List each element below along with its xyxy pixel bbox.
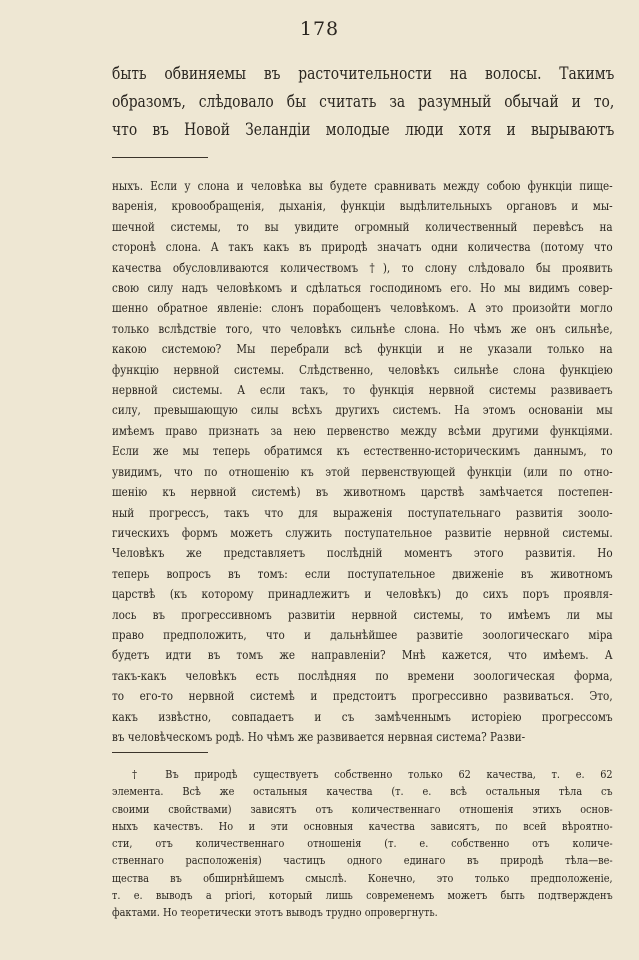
text-line: такъ-какъ человѣкъ есть послѣдняя по времени зоологическая форма, [112, 667, 613, 683]
text-line: въ человѣческомъ родѣ. Но чѣмъ же развивается нервная система? Разви- [112, 728, 526, 744]
text-line: право предположить, что и дальнѣйшее развитiе зоологическаго мiра [112, 626, 613, 642]
text-line: гическихъ формъ можетъ служить поступательное развитiе нервной системы. [112, 524, 613, 540]
text-line: будетъ идти въ томъ же направленiи? Мнѣ кажется, что имѣемъ. А [112, 647, 613, 663]
text-line: увидимъ, что по отношенiю къ этой первенствующей функцiи (или по отно- [112, 463, 613, 479]
text-line: варенiя, кровообращенiя, дыханiя, функцiи выдѣлительныхъ органовъ и мы- [112, 198, 613, 214]
text-line: Человѣкъ же представляетъ послѣднiй моментъ этого развитiя. Но [112, 545, 613, 561]
main-text-top [112, 60, 615, 144]
footnote-line: т. е. выводъ a priori, который лишь современемъ можетъ быть подтвержденъ [112, 888, 613, 903]
footnote-line: фактами. Но теоретически этотъ выводъ трудно опровергнуть. [112, 905, 438, 920]
footnote-line: щества въ обширнѣйшемъ смыслѣ. Конечно, это только предположенiе, [112, 870, 613, 885]
footnote-line: сти, отъ количественнаго отношенiя (т. е. собственно отъ количе- [112, 836, 613, 851]
text-line: силу, превышающую силы всѣхъ другихъ системъ. На этомъ основанiи мы [112, 402, 613, 418]
footnote-line: ственнаго расположенiя) частицъ одного единаго въ природѣ тѣла—ве- [112, 853, 613, 868]
text-line: шенiю къ нервной системѣ) въ животномъ царствѣ замѣчается постепен- [112, 484, 613, 500]
text-line: ный прогрессъ, такъ что для выраженiя поступательнаго развитiя зооло- [112, 504, 613, 520]
text-line: лось въ прогрессивномъ развитiи нервной системы, то имѣемъ ли мы [112, 606, 613, 622]
text-line: шечной системы, то вы увидите огромный количественный перевѣсъ на [112, 218, 613, 234]
divider-rule [112, 157, 208, 158]
text-line: ныхъ. Если у слона и человѣка вы будете сравнивать между собою функцiи пище- [112, 178, 613, 193]
footnote-continuation [112, 176, 613, 747]
footnote-rule [112, 752, 208, 753]
text-line: теперь вопросъ въ томъ: если поступательное движенiе въ животномъ [112, 565, 613, 581]
text-line: что въ Новой Зеландiи молодые люди хотя и вырываютъ [112, 120, 615, 139]
text-line: какъ извѣстно, совпадаетъ и съ замѣченнымъ исторiею прогрессомъ [112, 708, 613, 724]
text-line: царствѣ (къ которому принадлежитъ и человѣкъ) до сихъ поръ проявля- [112, 586, 613, 602]
text-line: имѣемъ право признать за нею первенство между всѣми другими функцiями. [112, 422, 613, 438]
text-line: нервной системы. А если такъ, то функцiя нервной системы развиваетъ [112, 382, 613, 398]
text-line: то его-то нервной системѣ и предстоитъ прогрессивно развиваться. Это, [112, 688, 613, 704]
text-line: качества обусловливаются количествомъ †), то слону слѣдовало бы проявить [112, 259, 613, 275]
text-line: только вслѣдствiе того, что человѣкъ сильнѣе слона. Но чѣмъ же онъ сильнѣе, [112, 320, 613, 336]
footnote-line: † Въ природѣ существуетъ собственно только 62 качества, т. е. 62 [132, 767, 613, 781]
text-line: функцiю нервной системы. Слѣдственно, человѣкъ сильнѣе слона функцiею [112, 361, 613, 377]
footnote-line: своими свойствами) зависятъ отъ количественнаго отношенiя этихъ основ- [112, 801, 613, 816]
text-line: Если же мы теперь обратимся къ естественно-историческимъ даннымъ, то [112, 443, 613, 459]
text-line: какою системою? Мы перебрали всѣ функцiи и не указали только на [112, 341, 613, 357]
page-number: 178 [299, 18, 340, 40]
footnote-line: элемента. Всѣ же остальныя качества (т. е. всѣ остальныя тѣла съ [112, 784, 613, 799]
text-line: свою силу надъ человѣкомъ и сдѣлаться господиномъ его. Но мы видимъ совер- [112, 280, 613, 296]
text-line: образомъ, слѣдовало бы считать за разумный обычай и то, [112, 92, 615, 111]
footnote [112, 766, 613, 922]
text-line: быть обвиняемы въ расточительности на волосы. Такимъ [112, 64, 615, 83]
footnote-line: ныхъ качествъ. Но и эти основныя качества зависятъ, по всей вѣроятно- [112, 818, 613, 833]
text-line: шенно обратное явленiе: слонъ порабощенъ человѣкомъ. А это произойти могло [112, 300, 613, 316]
text-line: сторонѣ слона. А такъ какъ въ природѣ значатъ одни количества (потому что [112, 239, 613, 255]
